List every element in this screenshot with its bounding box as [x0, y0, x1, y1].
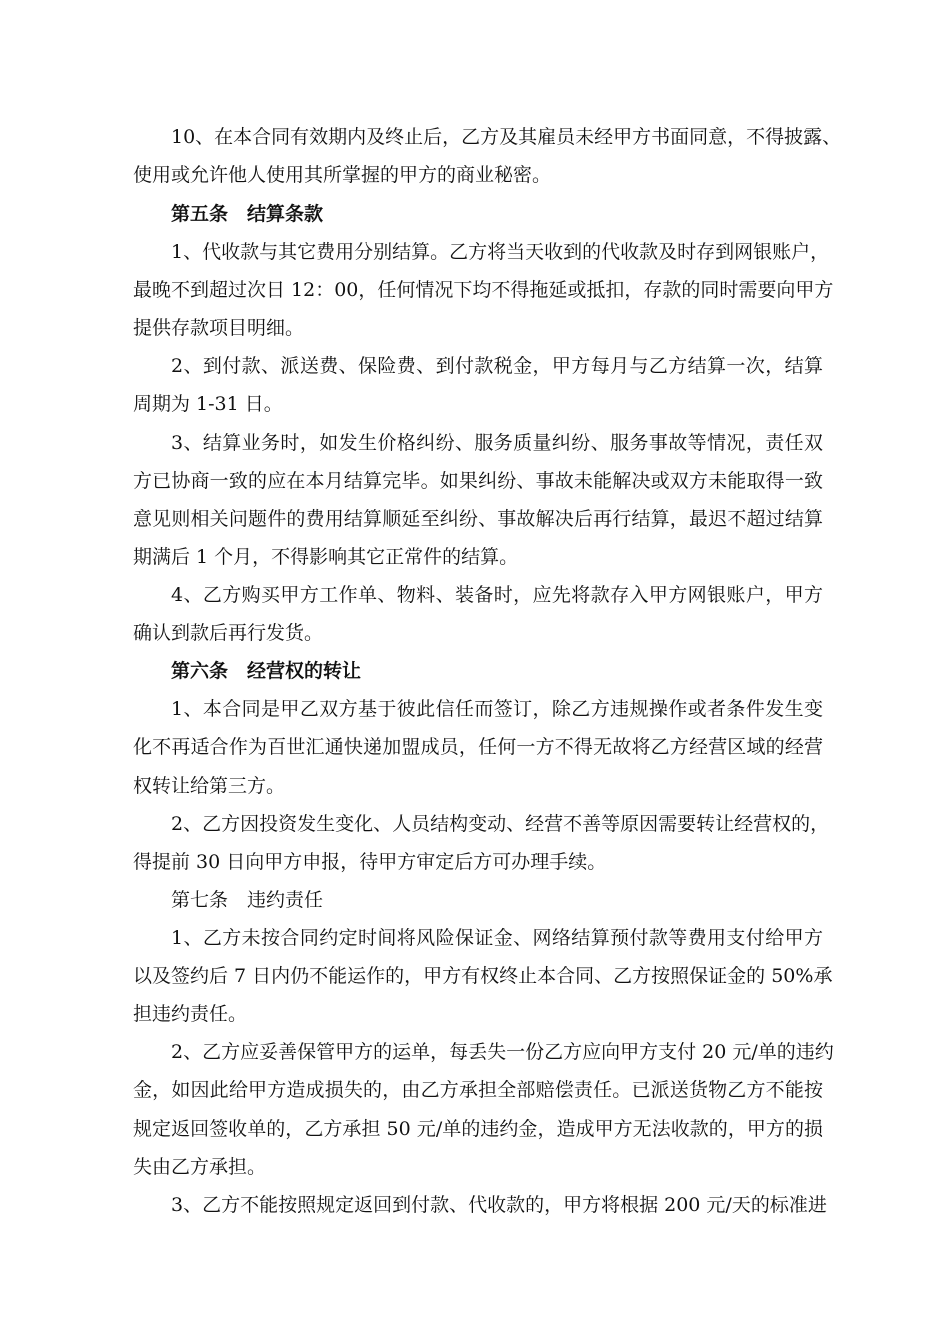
art6-clause-2-line-1: 2、乙方因投资发生变化、人员结构变动、经营不善等原因需要转让经营权的，: [171, 813, 830, 835]
art5-clause-3-line-3: 意见则相关问题件的费用结算顺延至纠纷、事故解决后再行结算，最迟不超过结算: [133, 508, 823, 530]
art5-clause-3-line-1: 3、结算业务时，如发生价格纠纷、服务质量纠纷、服务事故等情况，责任双: [171, 432, 823, 454]
art5-clause-1-line-1: 1、代收款与其它费用分别结算。乙方将当天收到的代收款及时存到网银账户，: [171, 241, 830, 263]
art7-clause-1-line-2: 以及签约后 7 日内仍不能运作的，甲方有权终止本合同、乙方按照保证金的 50%承: [133, 965, 833, 987]
art5-clause-3-line-2: 方已协商一致的应在本月结算完毕。如果纠纷、事故未能解决或双方未能取得一致: [133, 470, 823, 492]
art7-clause-1-line-1: 1、乙方未按合同约定时间将风险保证金、网络结算预付款等费用支付给甲方: [171, 927, 823, 949]
art5-clause-4-line-1: 4、乙方购买甲方工作单、物料、装备时，应先将款存入甲方网银账户，甲方: [171, 584, 823, 606]
art5-clause-3-line-4: 期满后 1 个月，不得影响其它正常件的结算。: [133, 546, 519, 568]
art6-clause-2-line-2: 得提前 30 日向甲方申报，待甲方审定后方可办理手续。: [133, 851, 607, 873]
art7-clause-2-line-4: 失由乙方承担。: [133, 1156, 267, 1178]
art5-clause-2-line-2: 周期为 1-31 日。: [133, 393, 283, 415]
art7-clause-2-line-3: 规定返回签收单的，乙方承担 50 元/单的违约金，造成甲方无法收款的，甲方的损: [133, 1118, 823, 1140]
clause-10-line-1: 10、在本合同有效期内及终止后，乙方及其雇员未经甲方书面同意，不得披露、: [171, 126, 842, 148]
article-5-heading: 第五条 结算条款: [171, 203, 324, 225]
art6-clause-1-line-2: 化不再适合作为百世汇通快递加盟成员，任何一方不得无故将乙方经营区域的经营: [133, 736, 823, 758]
art5-clause-4-line-2: 确认到款后再行发货。: [133, 622, 324, 644]
art6-clause-1-line-1: 1、本合同是甲乙双方基于彼此信任而签订，除乙方违规操作或者条件发生变: [171, 698, 823, 720]
art7-clause-3-line-1: 3、乙方不能按照规定返回到付款、代收款的，甲方将根据 200 元/天的标准进: [171, 1194, 827, 1216]
art6-clause-1-line-3: 权转让给第三方。: [133, 775, 286, 797]
art7-clause-2-line-1: 2、乙方应妥善保管甲方的运单，每丢失一份乙方应向甲方支付 20 元/单的违约: [171, 1041, 834, 1063]
art7-clause-2-line-2: 金，如因此给甲方造成损失的，由乙方承担全部赔偿责任。已派送货物乙方不能按: [133, 1079, 823, 1101]
art5-clause-2-line-1: 2、到付款、派送费、保险费、到付款税金，甲方每月与乙方结算一次，结算: [171, 355, 823, 377]
article-6-heading: 第六条 经营权的转让: [171, 660, 362, 682]
art5-clause-1-line-3: 提供存款项目明细。: [133, 317, 305, 339]
clause-10-line-2: 使用或允许他人使用其所掌握的甲方的商业秘密。: [133, 164, 552, 186]
art7-clause-1-line-3: 担违约责任。: [133, 1003, 248, 1025]
article-7-heading: 第七条 违约责任: [171, 889, 324, 911]
art5-clause-1-line-2: 最晚不到超过次日 12：00，任何情况下均不得拖延或抵扣，存款的同时需要向甲方: [133, 279, 834, 301]
